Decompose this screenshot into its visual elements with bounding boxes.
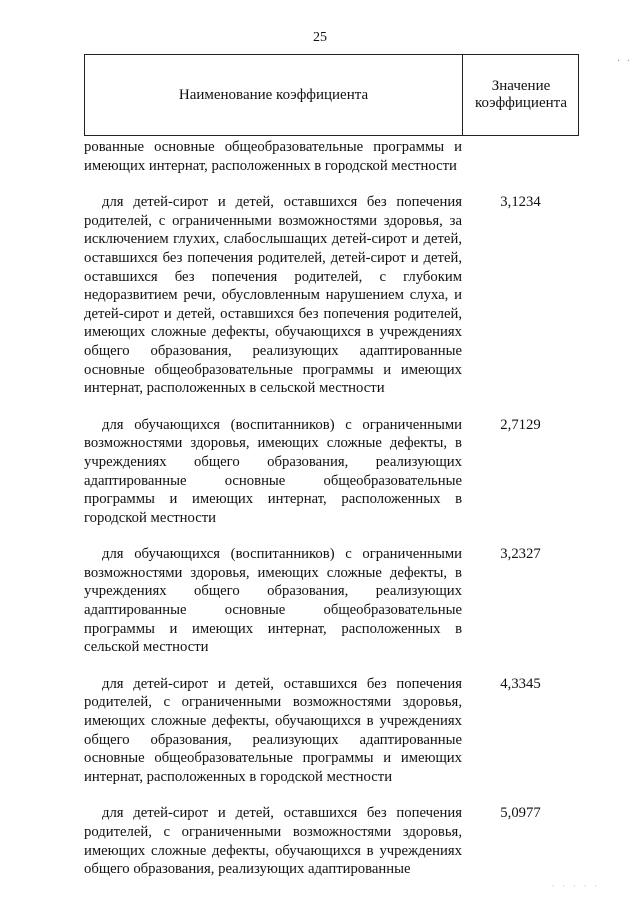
header-value-cell [463,55,579,135]
table-body [84,138,579,879]
coefficient-name: рованные основные общеобразовательные программы и имеющих интернат, расположенных в городской местности [84,139,462,174]
table-row [84,138,579,175]
table-row [84,675,579,787]
coefficient-name: для обучающихся (воспитанников) с ограниченными возможностями здоровья, имеющих сложные дефекты, в учреждениях общего образования, реализующих адаптированные основные общеобразовательные программы и имеющих интернат, расположенных в городской местности [84,416,462,526]
table-row [84,545,579,657]
scan-artifact: · · · · · [551,882,600,891]
table-header [84,54,579,136]
coefficient-value: 3,2327 [500,546,541,563]
header-value-line-2: коэффициента [474,95,568,111]
coefficient-value: 4,3345 [500,675,541,692]
table-row [84,193,579,398]
coefficient-value: 2,7129 [500,416,541,433]
coefficient-name: для детей-сирот и детей, оставшихся без попечения родителей, с ограниченными возможностями здоровья, имеющих сложные дефекты, обучающихся в учреждениях общего образования, реализующих адаптированные [84,805,462,878]
header-value-line-1: Значение [491,78,551,94]
coefficient-value: 5,0977 [500,805,541,822]
coefficient-name: для детей-сирот и детей, оставшихся без попечения родителей, с ограниченными возможностями здоровья, имеющих сложные дефекты, обучающихся в учреждениях общего образования, реализующих адаптированные основные общеобразовательные программы и имеющих интернат, расположенных в городской местности [84,675,462,785]
page-number: 25 [313,30,327,45]
coefficient-value: 3,1234 [500,194,541,211]
coefficient-name: для обучающихся (воспитанников) с ограниченными возможностями здоровья, имеющих сложные дефекты, в учреждениях общего образования, реализующих адаптированные основные общеобразовательные программы и имеющих интернат, расположенных в сельской местности [84,546,462,656]
coefficient-name: для детей-сирот и детей, оставшихся без попечения родителей, с ограниченными возможностями здоровья, за исключением глухих, слабослышащих детей-сирот и детей, оставшихся без попечения родителей, детей-сирот и детей, оставшихся без попечения родителей, с глубоким недоразвитием речи, обусловленным нарушением слуха, и детей-сирот и детей, оставшихся без попечения родителей, имеющих сложные дефекты, обучающихся в учреждениях общего образования, реализующих адаптированные основные общеобразовательные программы и имеющих интернат, расположенных в сельской местности [84,194,462,397]
table-row [84,416,579,528]
table-row [84,804,579,878]
scan-mark: · · [616,56,632,67]
header-name-cell: Наименование коэффициента [178,86,369,103]
